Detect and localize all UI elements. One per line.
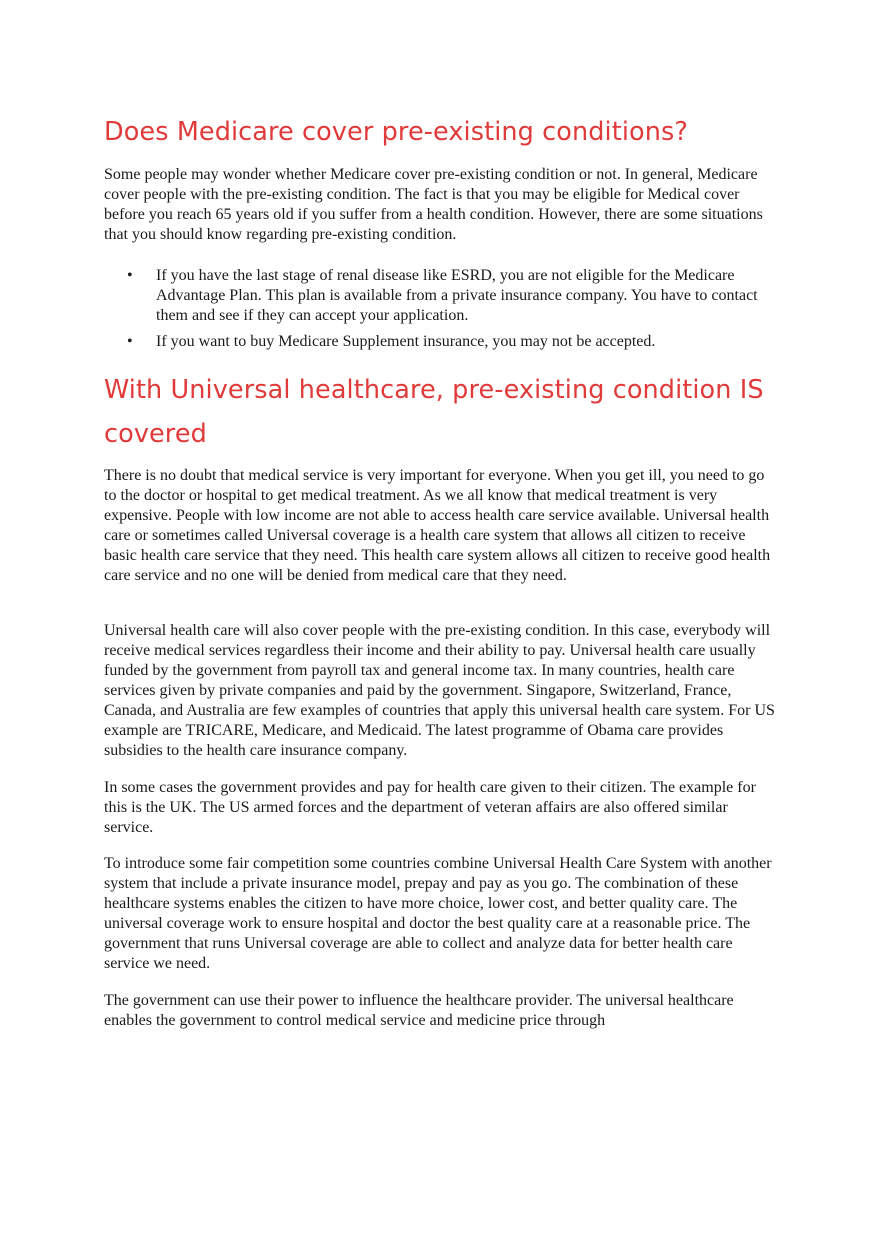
list-item [104,332,776,352]
list-item [104,266,776,326]
section2-paragraph-2: Universal health care will also cover people with the pre-existing condition. In this case, everybody will receive medical services regardless their income and their ability to pay. Universal health care usually funded by the government from payroll tax and general income tax. In many countries, health care services given by private companies and paid by the government. Singapore, Switzerland, France, Canada, and Australia are few examples of countries that apply this universal health care system. For US example are TRICARE, Medicare, and Medicaid. The latest programme of Obama care provides subsidies to the health care insurance company. [104,622,775,759]
section2-paragraph-1: There is no doubt that medical service is very important for everyone. When you get ill, you need to go to the doctor or hospital to get medical treatment. As we all know that medical treatment is very expensive. People with low income are not able to access health care service available. Universal health care or sometimes called Universal coverage is a health care system that allows all citizen to receive basic health care service that they need. This health care system allows all citizen to receive good health care service and no one will be denied from medical care that they need. [104,467,771,584]
section1-bullet-list [104,266,780,352]
section2-paragraph-5: The government can use their power to influence the healthcare provider. The universal healthcare enables the government to control medical service and medicine price through [104,992,734,1029]
section2-paragraph-4: To introduce some fair competition some countries combine Universal Health Care System with another system that include a private insurance model, prepay and pay as you go. The combination of these healthcare systems enables the citizen to have more choice, lower cost, and better quality care. The universal coverage work to ensure hospital and doctor the best quality care at a reasonable price. The government that runs Universal coverage are able to collect and analyze data for better health care service we need. [104,855,772,972]
bullet-icon: • [127,333,133,350]
section2-paragraph-3: In some cases the government provides and pay for health care given to their citizen. The example for this is the UK. The US armed forces and the department of veteran affairs are also offered similar service. [104,779,756,836]
list-item-text: If you want to buy Medicare Supplement insurance, you may not be accepted. [156,333,656,350]
bullet-icon: • [127,267,133,284]
section1-paragraph: Some people may wonder whether Medicare cover pre-existing condition or not. In general, Medicare cover people with the pre-existing condition. The fact is that you may be eligible for Medical cover before you reach 65 years old if you suffer from a health condition. However, there are some situations that you should know regarding pre-existing condition. [104,166,763,243]
section2-heading: With Universal healthcare, pre-existing condition IS covered [104,375,764,449]
list-item-text: If you have the last stage of renal disease like ESRD, you are not eligible for the Medicare Advantage Plan. This plan is available from a private insurance company. You have to contact them and see if they can accept your application. [156,267,758,324]
section1-heading: Does Medicare cover pre-existing conditions? [104,117,688,147]
